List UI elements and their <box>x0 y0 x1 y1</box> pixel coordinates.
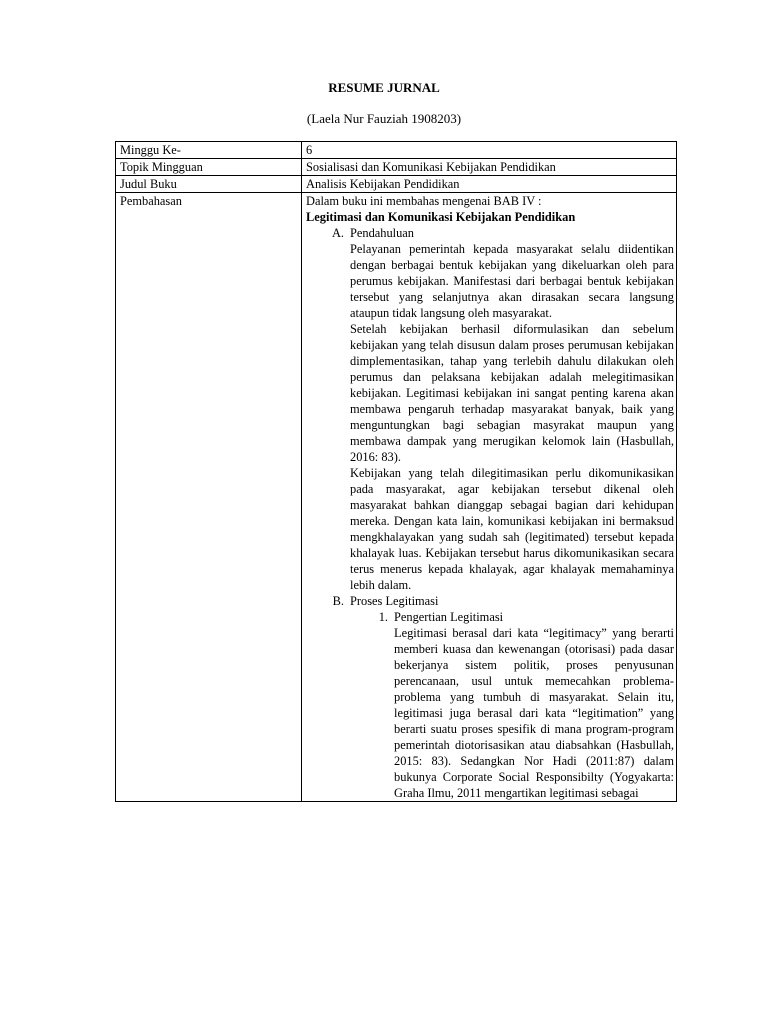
document-title: RESUME JURNAL <box>328 80 440 95</box>
table-row <box>116 176 677 193</box>
resume-table <box>115 141 677 802</box>
section-heading: Proses Legitimasi <box>350 594 439 608</box>
section-marker: A. <box>331 226 344 240</box>
numbered-item-heading <box>350 609 674 625</box>
paragraph: Kebijakan yang telah dilegitimasikan perlu dikomunikasikan pada masyarakat, agar kebijakan tersebut dikenal oleh masyarakat bahkan dianggap sebagai bagian dari kehidupan mereka. Dengan kata lain, komunikasi kebijakan ini bermaksud mengkhalayakan yang sudah sah (legitimated) tersebut kepada khalayak luas. Kebijakan tersebut harus dikomunikasikan secara terus menerus kepada khalayak, agar khalayak memahaminya lebih dalam. <box>350 466 674 592</box>
item-heading: Pengertian Legitimasi <box>394 610 504 624</box>
row-label: Judul Buku <box>116 176 302 193</box>
row-label: Minggu Ke- <box>116 142 302 159</box>
table-row <box>116 159 677 176</box>
paragraph: Setelah kebijakan berhasil diformulasikan dan sebelum kebijakan yang telah disusun dalam proses perumusan kebijakan dimplementasikan, tahap yang terlebih dahulu dilakukan oleh perumus dan pelaksana kebijakan adalah melegitimasikan kebijakan. Legitimasi kebijakan ini sangat penting karena akan membawa pengaruh terhadap masyarakat banyak, baik yang menguntungkan bagi sebagian masyrakat maupun yang membawa dampak yang merugikan kelomok lain (Hasbullah, 2016: 83). <box>350 322 674 464</box>
table-row <box>116 142 677 159</box>
paragraph: Pelayanan pemerintah kepada masyarakat selalu diidentikan dengan berbagai bentuk kebijakan yang dikeluarkan oleh para perumus kebijakan. Manifestasi dari berbagai bentuk kebijakan tersebut yang selanjutnya akan dirasakan secara langsung ataupun tidak langsung oleh masyarakat. <box>350 242 674 320</box>
row-label: Pembahasan <box>116 193 302 802</box>
row-value: Analisis Kebijakan Pendidikan <box>302 176 677 193</box>
intro-text: Dalam buku ini membahas mengenai BAB IV : <box>306 194 542 208</box>
pembahasan-content <box>302 193 677 802</box>
table-row <box>116 193 677 802</box>
section-marker: B. <box>332 594 344 608</box>
section-heading: Pendahuluan <box>350 226 415 240</box>
row-value: Sosialisasi dan Komunikasi Kebijakan Pendidikan <box>302 159 677 176</box>
item-marker: 1. <box>378 610 388 624</box>
author-line: (Laela Nur Fauziah 1908203) <box>306 111 462 126</box>
section-a-heading <box>306 225 674 241</box>
section-b-heading <box>306 593 674 609</box>
chapter-title: Legitimasi dan Komunikasi Kebijakan Pendidikan <box>306 210 576 224</box>
row-value: 6 <box>302 142 677 159</box>
row-label: Topik Mingguan <box>116 159 302 176</box>
paragraph: Legitimasi berasal dari kata “legitimacy” yang berarti memberi kuasa dan kewenangan (otorisasi) pada dasar bekerjanya sistem politik, proses penyusunan perencanaan, usul untuk memecahkan problema-problema yang tumbuh di masyarakat. Selain itu, legitimasi juga berasal dari kata “legitimation” yang berarti suatu proses spesifik di mana program-program pemerintah diotorisasikan atau diabsahkan (Hasbullah, 2015: 83). Sedangkan Nor Hadi (2011:87) dalam bukunya Corporate Social Responsibilty (Yogyakarta: Graha Ilmu, 2011 mengartikan legitimasi sebagai <box>394 626 674 800</box>
